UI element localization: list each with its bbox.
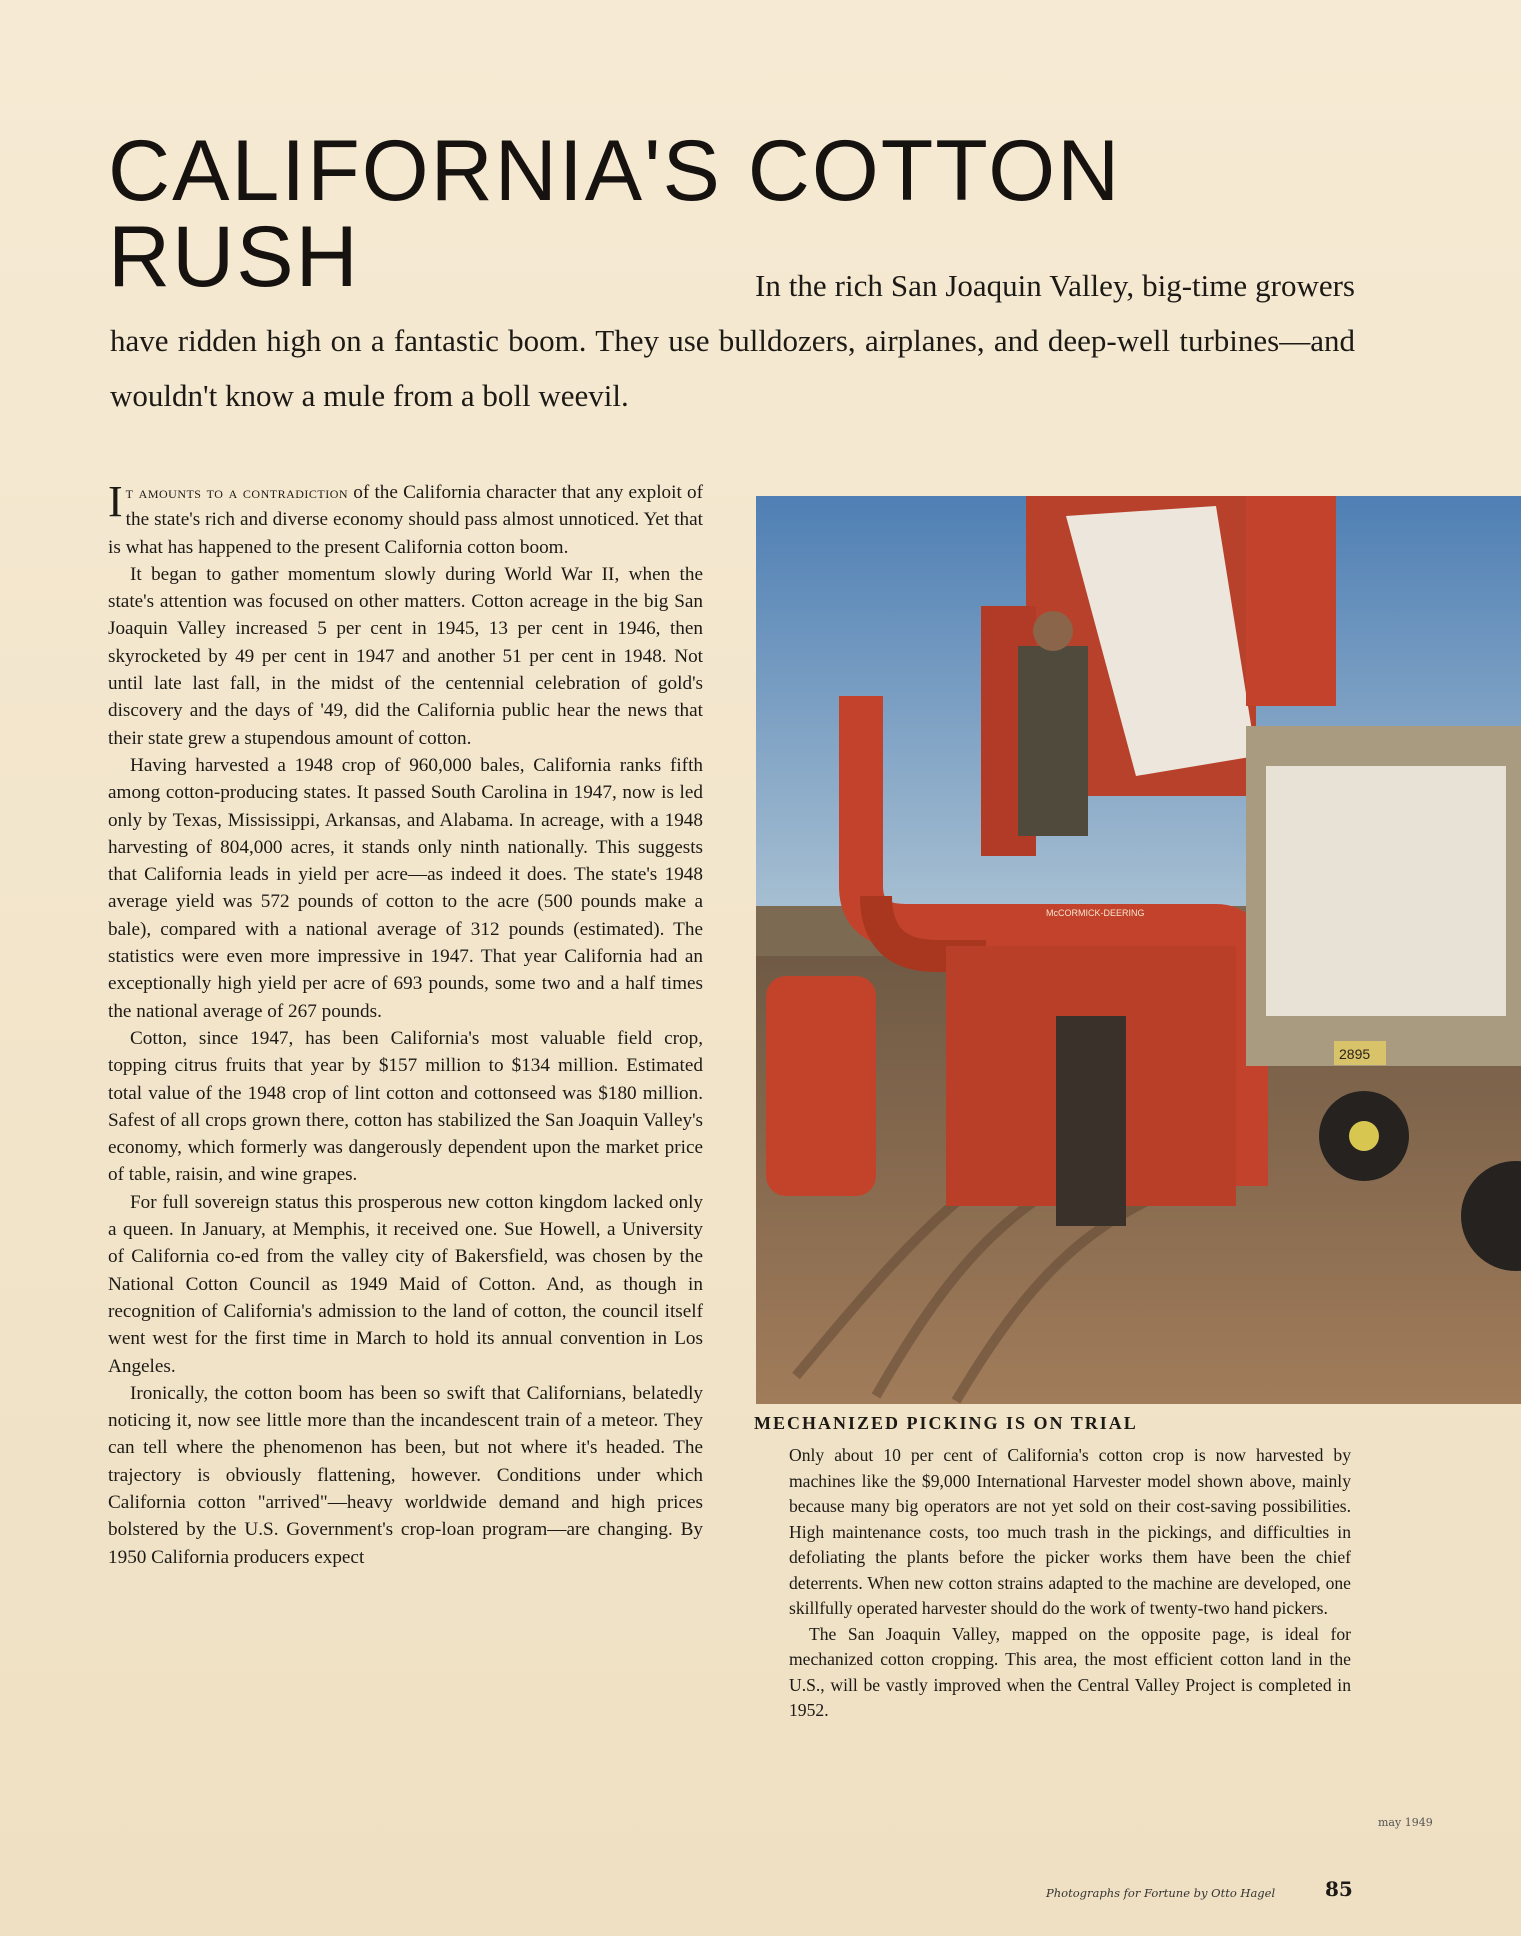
article-paragraph-4: Cotton, since 1947, has been California's most valuable field crop, topping citrus fruits that year by $157 million to $134 million. Estimated total value of the 1948 crop of lint cotton and cottonseed was $180 million. Safest of all crops grown there, cotton has stabilized the San Joaquin Valley's economy, which formerly was dangerously dependent upon the market price of table, raisin, and wine grapes. — [108, 1027, 703, 1186]
paragraph-1-text: of the California character that any exploit of the state's rich and diverse economy should pass almost unnoticed. Yet that is what has happened to the present California cotton boom. — [108, 482, 703, 558]
plate-number: 2895 — [1339, 1046, 1371, 1062]
operator — [1018, 646, 1088, 836]
article-body — [108, 479, 703, 1571]
drop-cap: I — [108, 477, 123, 526]
article-headline: CALIFORNIA'S COTTON RUSH — [108, 123, 1122, 305]
article-paragraph-6: Ironically, the cotton boom has been so swift that Californians, belatedly noticing it, now see little more than the incandescent train of a meteor. They can tell where the phenomenon has been, but not where it's headed. The trajectory is obviously flattening, however. Conditions under which California cotton "arrived"—heavy worldwide demand and high prices bolstered by the U.S. Government's crop-loan program—are changing. By 1950 California producers expect — [108, 1382, 703, 1568]
issue-date: may 1949 — [1378, 1816, 1433, 1829]
article-paragraph-2: It began to gather momentum slowly during World War II, when the state's attention was focused on other matters. Cotton acreage in the big San Joaquin Valley increased 5 per cent in 1945, 13 per cent in 1946, then skyrocketed by 49 per cent in 1947 and another 51 per cent in 1948. Not until late last fall, in the midst of the centennial celebration of gold's discovery and the days of '49, did the California public hear the news that their state grew a stupendous amount of cotton. — [108, 563, 703, 749]
article-paragraph-3: Having harvested a 1948 crop of 960,000 bales, California ranks fifth among cotton-producing states. It passed South Carolina in 1947, now is led only by Texas, Mississippi, Arkansas, and Alabama. In acreage, with a 1948 harvesting of 804,000 acres, it stands only ninth nationally. This suggests that California leads in yield per acre—as indeed it does. The state's 1948 average yield was 572 pounds of cotton to the acre (500 pounds make a bale), compared with a national average of 312 pounds (estimated). The statistics were even more impressive in 1947. That year California had an exceptionally high yield per acre of 693 pounds, some two and a half times the national average of 267 pounds. — [108, 754, 703, 1022]
operator-head — [1033, 611, 1073, 651]
page-number: 85 — [1325, 1877, 1353, 1901]
machine-label: McCORMICK-DEERING — [1046, 908, 1145, 918]
caption-paragraph-1: Only about 10 per cent of California's cotton crop is now harvested by machines like the $9,000 International Harvester model shown above, mainly because many big operators are not yet sold on their cost-saving possibilities. High maintenance costs, too much trash in the pickings, and difficulties in defoliating the plants before the picker works them have been the chief deterrents. When new cotton strains adapted to the machine are developed, one skillfully operated harvester should do the work of twenty-two hand pickers. — [789, 1445, 1351, 1618]
basket-chute — [1246, 496, 1336, 706]
article-paragraph-1 — [108, 479, 703, 561]
wagon-hub — [1349, 1121, 1379, 1151]
tank-drum — [766, 976, 876, 1196]
photo-illustration — [756, 496, 1521, 1404]
photo-credit: Photographs for Fortune by Otto Hagel — [1046, 1886, 1276, 1900]
caption-heading: MECHANIZED PICKING IS ON TRIAL — [754, 1413, 1138, 1433]
cotton-picker-photo — [756, 496, 1521, 1404]
lead-in: t amounts to a contradiction — [125, 483, 349, 502]
article-deck: In the rich San Joaquin Valley, big-time growers have ridden high on a fantastic boom. They use bulldozers, airplanes, and deep-well turbines—and wouldn't know a mule from a boll weevil. — [110, 268, 1355, 413]
article-paragraph-5: For full sovereign status this prosperous new cotton kingdom lacked only a queen. In January, at Memphis, it received one. Sue Howell, a University of California co-ed from the valley city of Bakersfield, was chosen by the National Cotton Council as 1949 Maid of Cotton. And, as though in recognition of California's admission to the land of cotton, the council itself went west for the first time in March to hold its annual convention in Los Angeles. — [108, 1191, 703, 1377]
wagon-cotton — [1266, 766, 1506, 1016]
picker-spindles — [1056, 1016, 1126, 1226]
caption-paragraph-2: The San Joaquin Valley, mapped on the opposite page, is ideal for mechanized cotton cropping. This area, the most efficient cotton land in the U.S., will be vastly improved when the Central Valley Project is completed in 1952. — [789, 1623, 1351, 1720]
photo-caption — [789, 1443, 1351, 1724]
